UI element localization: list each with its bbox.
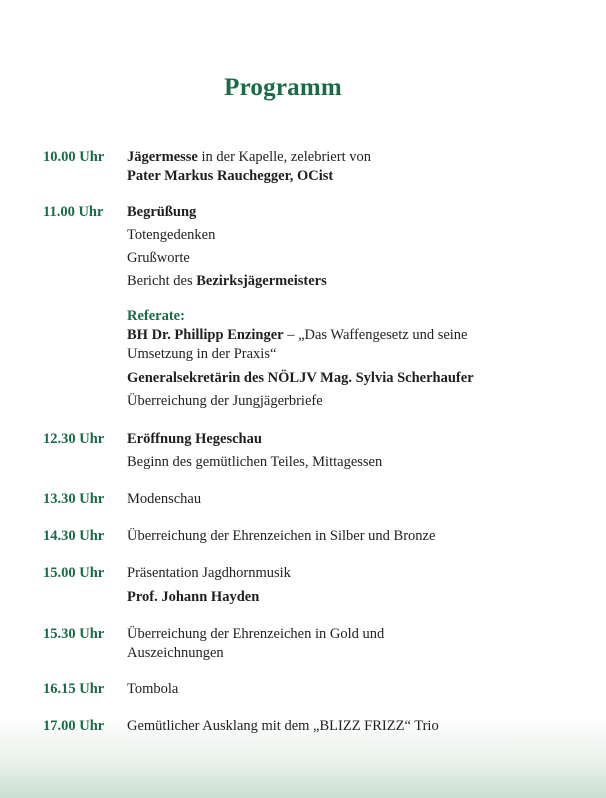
event-text: in der Kapelle, zelebriert von	[197, 149, 371, 165]
entry-line: Überreichung der Ehrenzeichen in Gold und	[127, 626, 385, 642]
entry-time: 15.30 Uhr	[43, 626, 105, 642]
event-title: Eröffnung Hegeschau	[127, 431, 262, 447]
celebrant-name: Pater Markus Rauchegger, OCist	[127, 168, 334, 184]
entry-line	[127, 272, 547, 291]
entry-line	[127, 167, 547, 186]
entry-time: 16.15 Uhr	[43, 681, 105, 697]
talk-title: – „Das Waffengesetz und seine Umsetzung in der Praxis“	[127, 327, 468, 362]
entry-time: 11.00 Uhr	[43, 204, 104, 220]
page-title: Programm	[224, 74, 342, 101]
entry-content	[127, 564, 547, 607]
entry-content	[127, 717, 547, 736]
entry-time: 10.00 Uhr	[43, 149, 105, 165]
entry-content	[127, 527, 547, 546]
event-text: Bericht des	[127, 273, 197, 289]
entry-line: Überreichung der Ehrenzeichen in Silber und Bronze	[127, 528, 436, 544]
entry-line	[127, 430, 547, 449]
entry-time: 17.00 Uhr	[43, 718, 105, 734]
entry-content	[127, 148, 547, 186]
entry-time: 12.30 Uhr	[43, 431, 105, 447]
entry-content	[127, 430, 547, 472]
entry-content	[127, 203, 547, 411]
entry-line	[127, 148, 547, 167]
entry-time: 13.30 Uhr	[43, 491, 105, 507]
entry-line	[127, 203, 547, 222]
entry-line: Überreichung der Jungjägerbriefe	[127, 393, 323, 409]
entry-line: Modenschau	[127, 491, 202, 507]
speaker-name: BH Dr. Phillipp Enzinger	[127, 327, 284, 343]
entry-time: 14.30 Uhr	[43, 528, 105, 544]
entry-line: Auszeichnungen	[127, 645, 224, 661]
entry-line: Totengedenken	[127, 227, 216, 243]
entry-line: Tombola	[127, 681, 179, 697]
speaker-name: Generalsekretärin des NÖLJV Mag. Sylvia Scherhaufer	[127, 370, 474, 386]
entry-content	[127, 625, 547, 663]
entry-content	[127, 490, 547, 509]
entry-line: Grußworte	[127, 250, 190, 266]
entry-line	[127, 326, 492, 364]
entry-time: 15.00 Uhr	[43, 565, 105, 581]
entry-line: Gemütlicher Ausklang mit dem „BLIZZ FRIZZ“ Trio	[127, 718, 439, 734]
entry-content	[127, 680, 547, 699]
event-title: Begrüßung	[127, 204, 197, 220]
entry-line: Beginn des gemütlichen Teiles, Mittagessen	[127, 454, 383, 470]
event-title: Jägermesse	[127, 149, 198, 165]
speaker-title: Bezirksjägermeisters	[196, 273, 327, 289]
entry-line	[127, 369, 547, 388]
entry-line: Präsentation Jagdhornmusik	[127, 565, 291, 581]
referate-label: Referate:	[127, 308, 185, 324]
musician-name: Prof. Johann Hayden	[127, 589, 260, 605]
entry-line	[127, 588, 547, 607]
